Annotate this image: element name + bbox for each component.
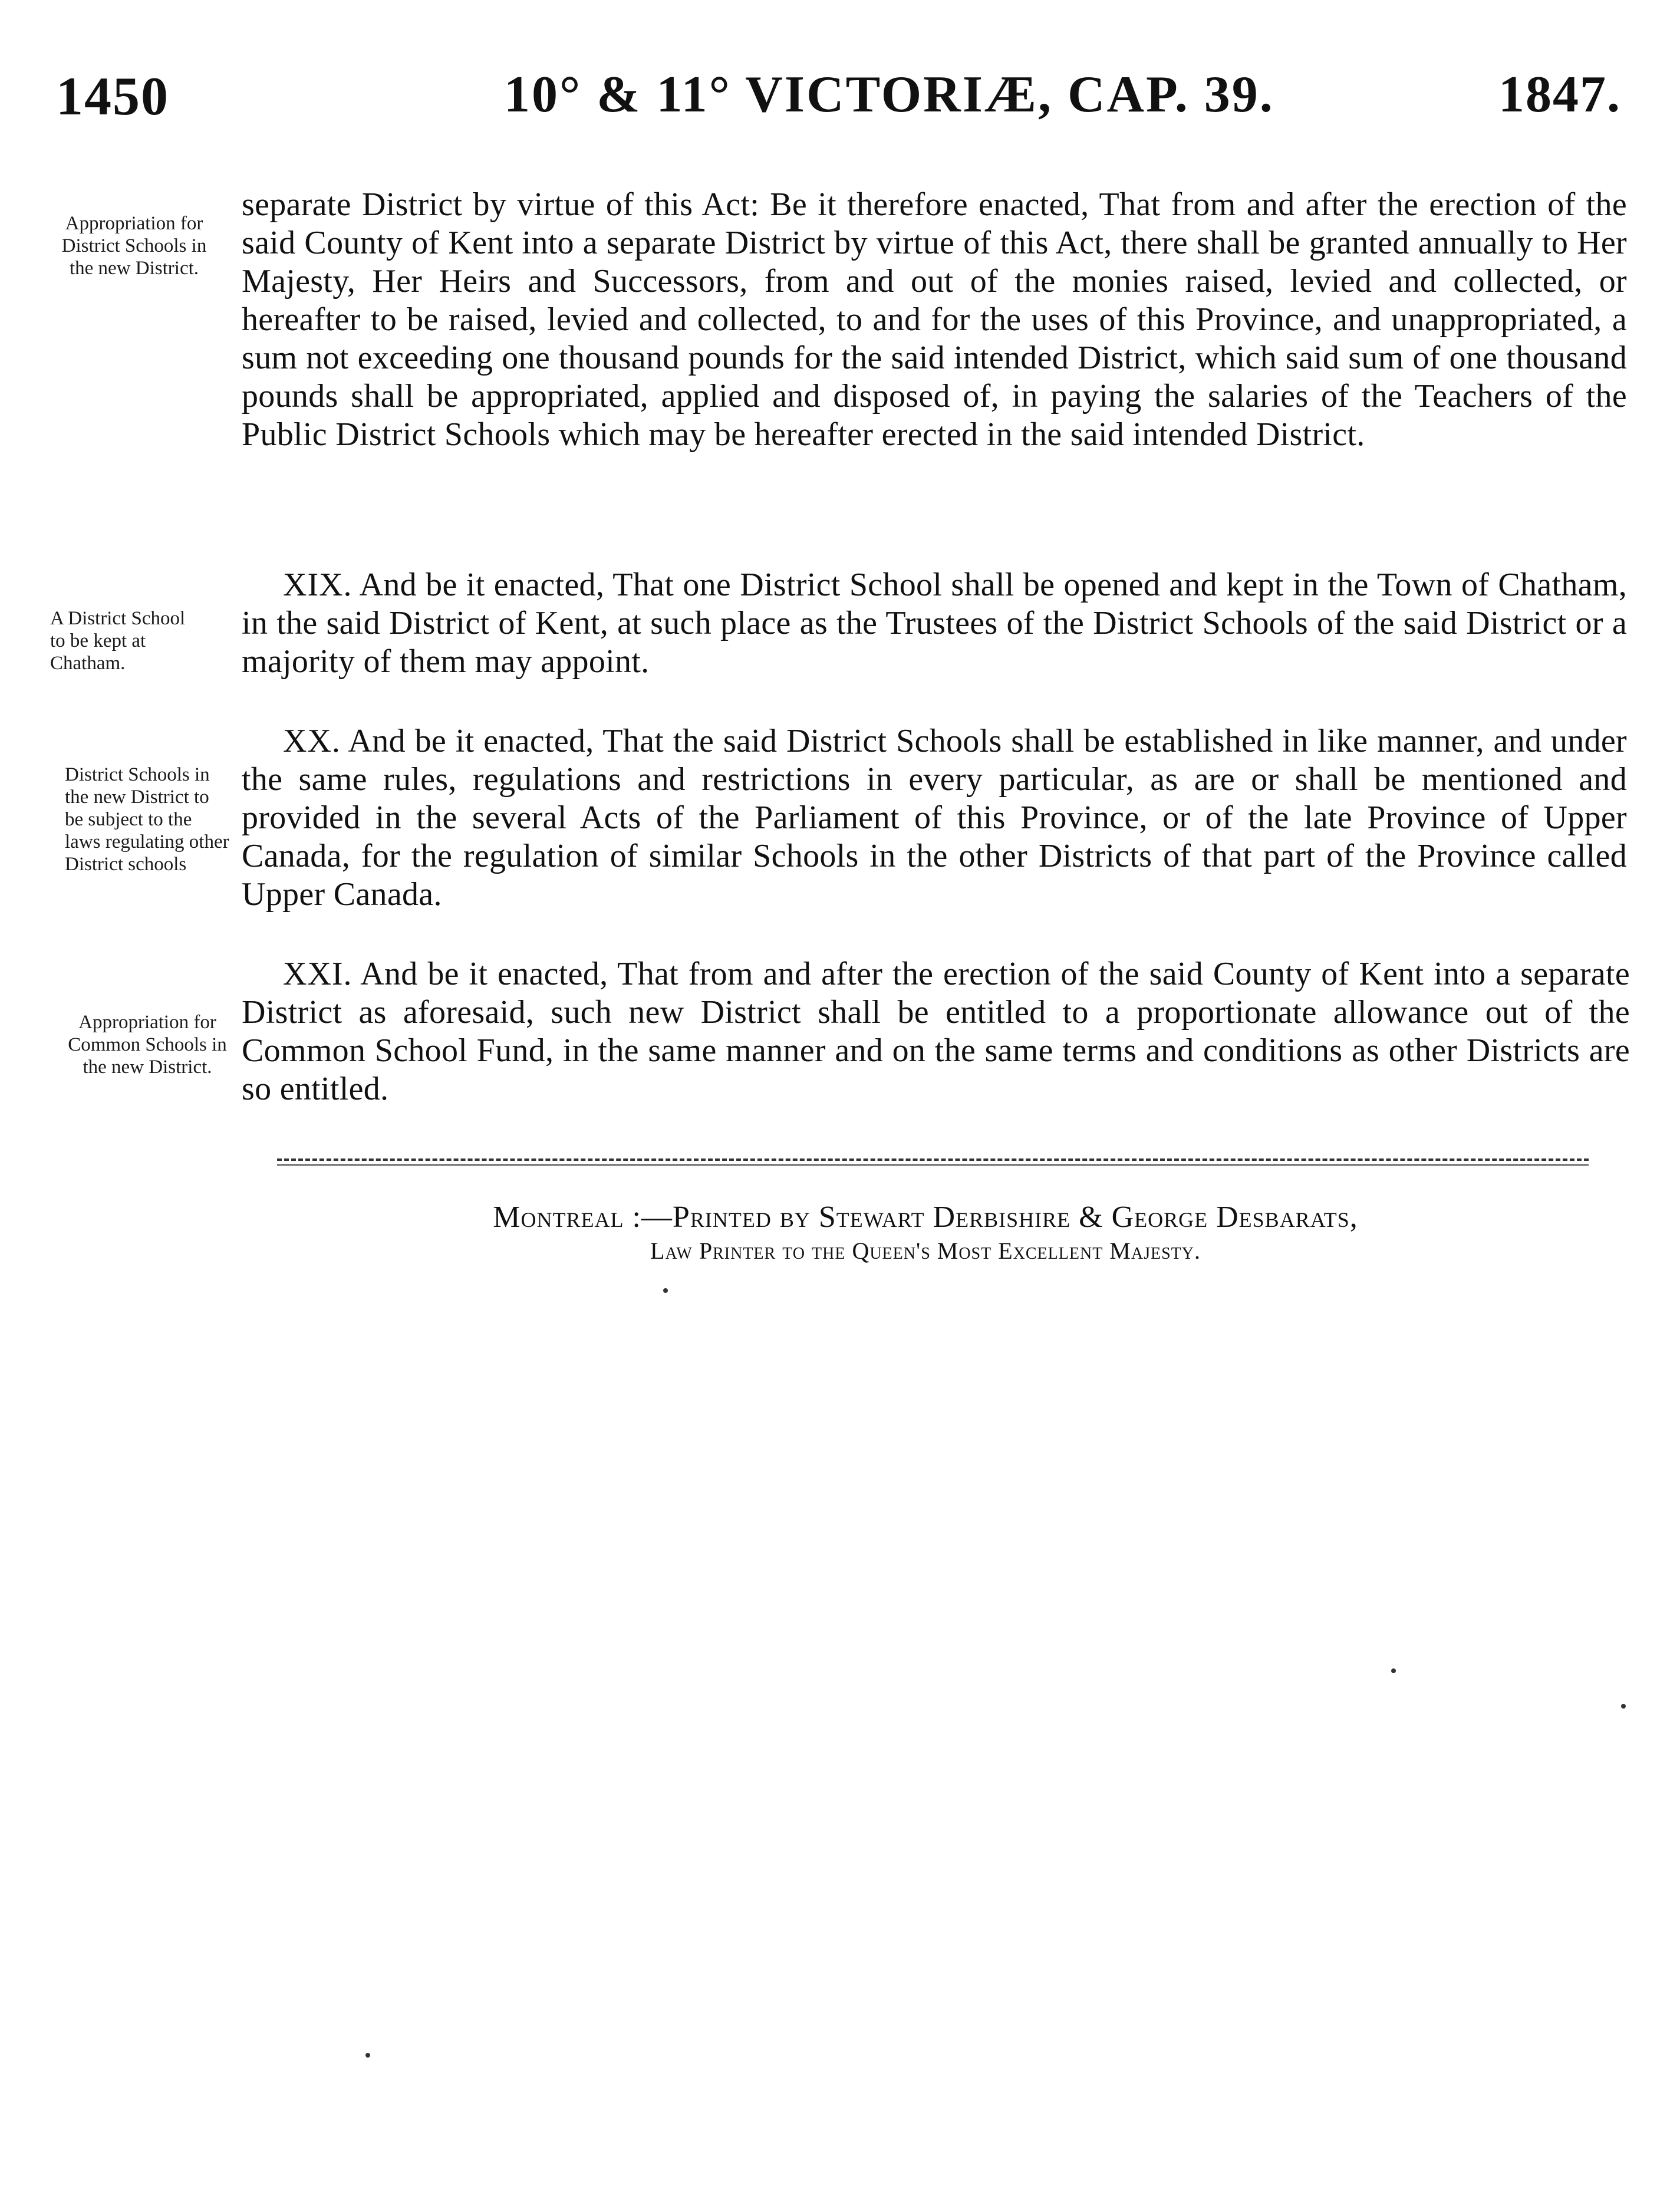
section-text	[242, 566, 1627, 681]
running-head	[0, 65, 1680, 141]
marginal-note: District Schools in the new District to be subject to the laws regulating other District schools	[65, 764, 229, 875]
scan-speck	[1621, 1704, 1626, 1709]
marginal-note: A District School to be kept at Chatham.	[50, 608, 186, 674]
printer-imprint	[348, 1200, 1503, 1265]
section-text	[242, 955, 1630, 1108]
section-text	[242, 722, 1627, 914]
divider-rule	[277, 1164, 1589, 1166]
section-body: And be it enacted, That the said District Schools shall be established in like manner, and under the same rules, regulations and restrictions in every particular, as are or shall be mentioned and provided in the several Acts of the Parliament of this Province, or of the late Province of Upper Canada, for the regulation of similar Schools in the other Districts of that part of the Province called Upper Canada.	[242, 723, 1628, 913]
marginal-note: Appropriation for District Schools in the new District.	[61, 213, 207, 279]
section-number: XX.	[283, 723, 341, 759]
section-body: separate District by virtue of this Act: Be it therefore enacted, That from and after the erection of the said County of Kent into a separate District by virtue of this Act, there shall be granted annually to Her Majesty, Her Heirs and Successors, from and out of the monies raised, levied and collected, or hereafter to be raised, levied and collected, to and for the uses of this Province, and unappropriated, a sum not exceeding one thousand pounds for the said intended District, which said sum of one thousand pounds shall be appropriated, applied and disposed of, in paying the salaries of the Teachers of the Public District Schools which may be hereafter erected in the said intended District.	[242, 186, 1627, 453]
imprint-line: Montreal :—Printed by Stewart Derbishire & George Desbarats,	[493, 1200, 1358, 1234]
scan-speck	[365, 2053, 370, 2058]
scan-speck	[663, 1288, 668, 1293]
marginal-note: Appropriation for Common Schools in the new District.	[68, 1012, 227, 1078]
section-number: XXI.	[283, 956, 353, 992]
scan-speck	[1391, 1668, 1396, 1673]
page-number: 1450	[56, 66, 169, 126]
section-body: And be it enacted, That one District School shall be opened and kept in the Town of Chatham, in the said District of Kent, at such place as the Trustees of the District Schools of the said District or a majority of them may appoint.	[242, 567, 1627, 680]
divider-rule	[277, 1158, 1589, 1161]
section-text	[242, 186, 1627, 454]
imprint-line: Law Printer to the Queen's Most Excellent Majesty.	[650, 1237, 1201, 1264]
year: 1847.	[1498, 66, 1621, 123]
act-title: 10° & 11° VICTORIÆ, CAP. 39.	[504, 66, 1274, 123]
section-number: XIX.	[283, 567, 353, 603]
section-body: And be it enacted, That from and after the erection of the said County of Kent into a separate District as aforesaid, such new District shall be entitled to a proportionate allowance out of the Common School Fund, in the same manner and on the same terms and conditions as other Districts are so entitled.	[242, 956, 1630, 1107]
